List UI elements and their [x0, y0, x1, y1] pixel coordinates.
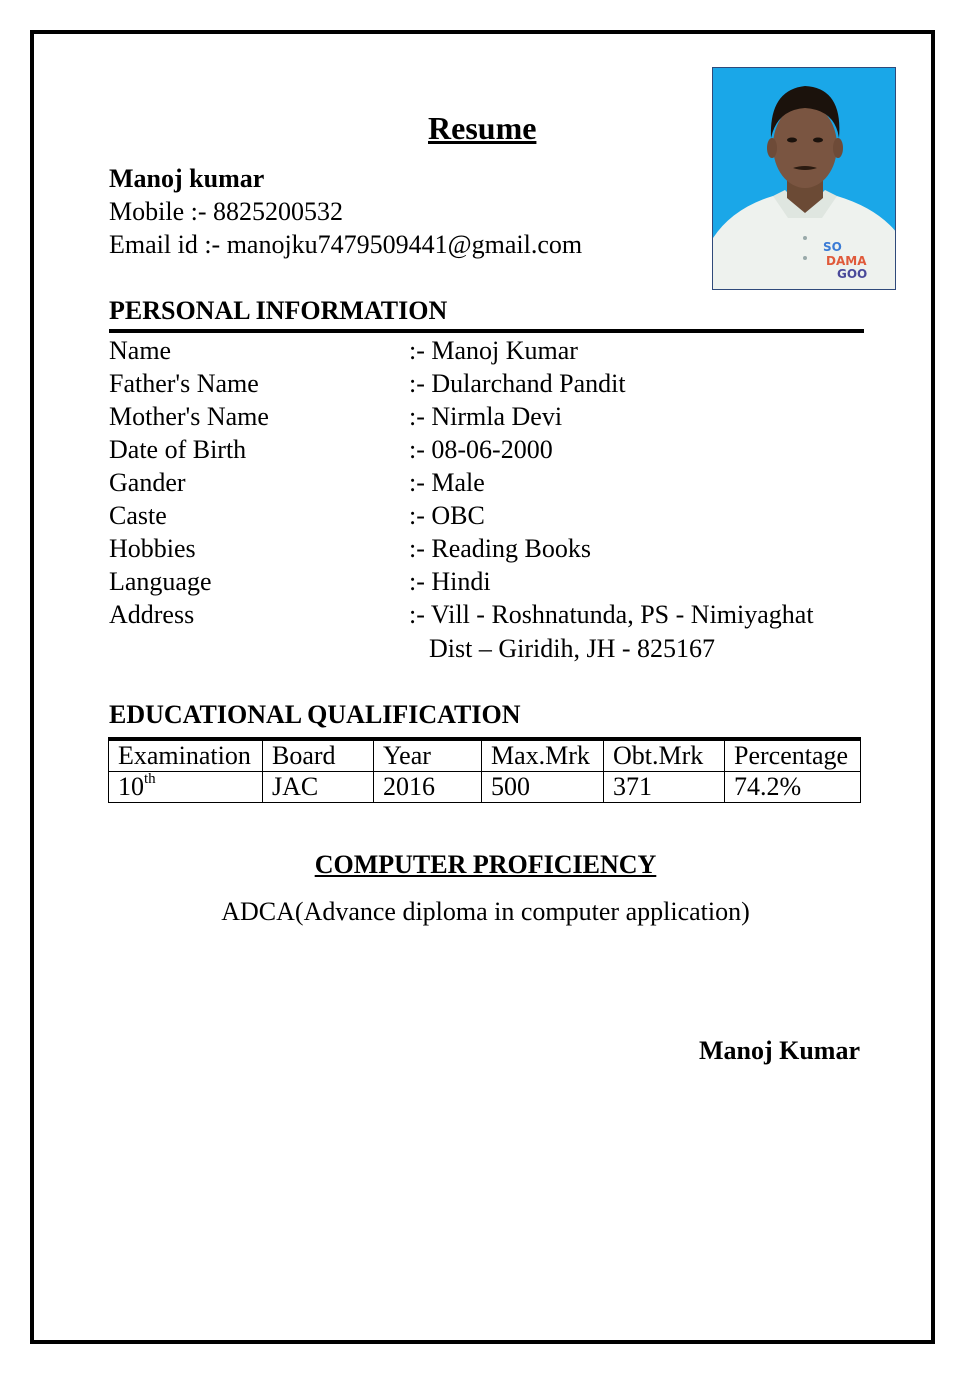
exam-cell [109, 772, 263, 803]
person-portrait-image [713, 68, 896, 290]
column-header: Examination [109, 739, 263, 772]
svg-text:DAMA: DAMA [826, 254, 867, 268]
info-value: :- Nirmla Devi [409, 402, 563, 431]
info-value: :- Male [409, 468, 485, 497]
column-header: Year [374, 739, 482, 772]
computer-text: ADCA(Advance diploma in computer application) [221, 897, 750, 926]
percentage-cell: 74.2% [725, 772, 861, 803]
column-header: Obt.Mrk [604, 739, 725, 772]
info-label: Mother's Name [109, 402, 269, 431]
profile-photo [712, 67, 896, 290]
max-marks-cell: 500 [482, 772, 604, 803]
info-label: Date of Birth [109, 435, 247, 464]
svg-text:GOO: GOO [837, 267, 868, 281]
education-heading: EDUCATIONAL QUALIFICATION [109, 700, 521, 729]
exam-superscript: th [144, 771, 156, 788]
mobile-number: Mobile :- 8825200532 [109, 197, 343, 226]
applicant-name: Manoj kumar [109, 164, 265, 193]
column-header: Max.Mrk [482, 739, 604, 772]
info-label: Language [109, 567, 212, 596]
column-header: Board [263, 739, 374, 772]
signature-name: Manoj Kumar [698, 1036, 860, 1065]
address-line-2: Dist – Giridih, JH - 825167 [429, 634, 715, 663]
info-value: :- 08-06-2000 [409, 435, 553, 464]
column-header: Percentage [725, 739, 861, 772]
board-cell: JAC [263, 772, 374, 803]
info-value: :- OBC [409, 501, 485, 530]
personal-info-heading: PERSONAL INFORMATION [109, 296, 448, 325]
info-label: Address [109, 600, 195, 629]
table-row [109, 772, 861, 803]
obtained-marks-cell: 371 [604, 772, 725, 803]
email-address: Email id :- manojku7479509441@gmail.com [109, 230, 583, 259]
table-header-row [109, 739, 861, 772]
info-value: :- Vill - Roshnatunda, PS - Nimiyaghat [409, 600, 814, 629]
exam-value: 10 [118, 772, 144, 801]
info-value: :- Reading Books [409, 534, 591, 563]
info-label: Father's Name [109, 369, 259, 398]
info-value: :- Hindi [409, 567, 491, 596]
info-label: Hobbies [109, 534, 196, 563]
computer-heading: COMPUTER PROFICIENCY [314, 850, 657, 879]
education-table [108, 737, 861, 803]
year-cell: 2016 [374, 772, 482, 803]
svg-text:SO: SO [823, 240, 842, 254]
page-title: Resume [428, 110, 537, 146]
info-label: Name [109, 336, 172, 365]
info-value: :- Manoj Kumar [409, 336, 578, 365]
info-label: Caste [109, 501, 167, 530]
computer-heading-wrap [0, 850, 971, 880]
section-divider [109, 329, 864, 333]
info-label: Gander [109, 468, 186, 497]
info-value: :- Dularchand Pandit [409, 369, 626, 398]
